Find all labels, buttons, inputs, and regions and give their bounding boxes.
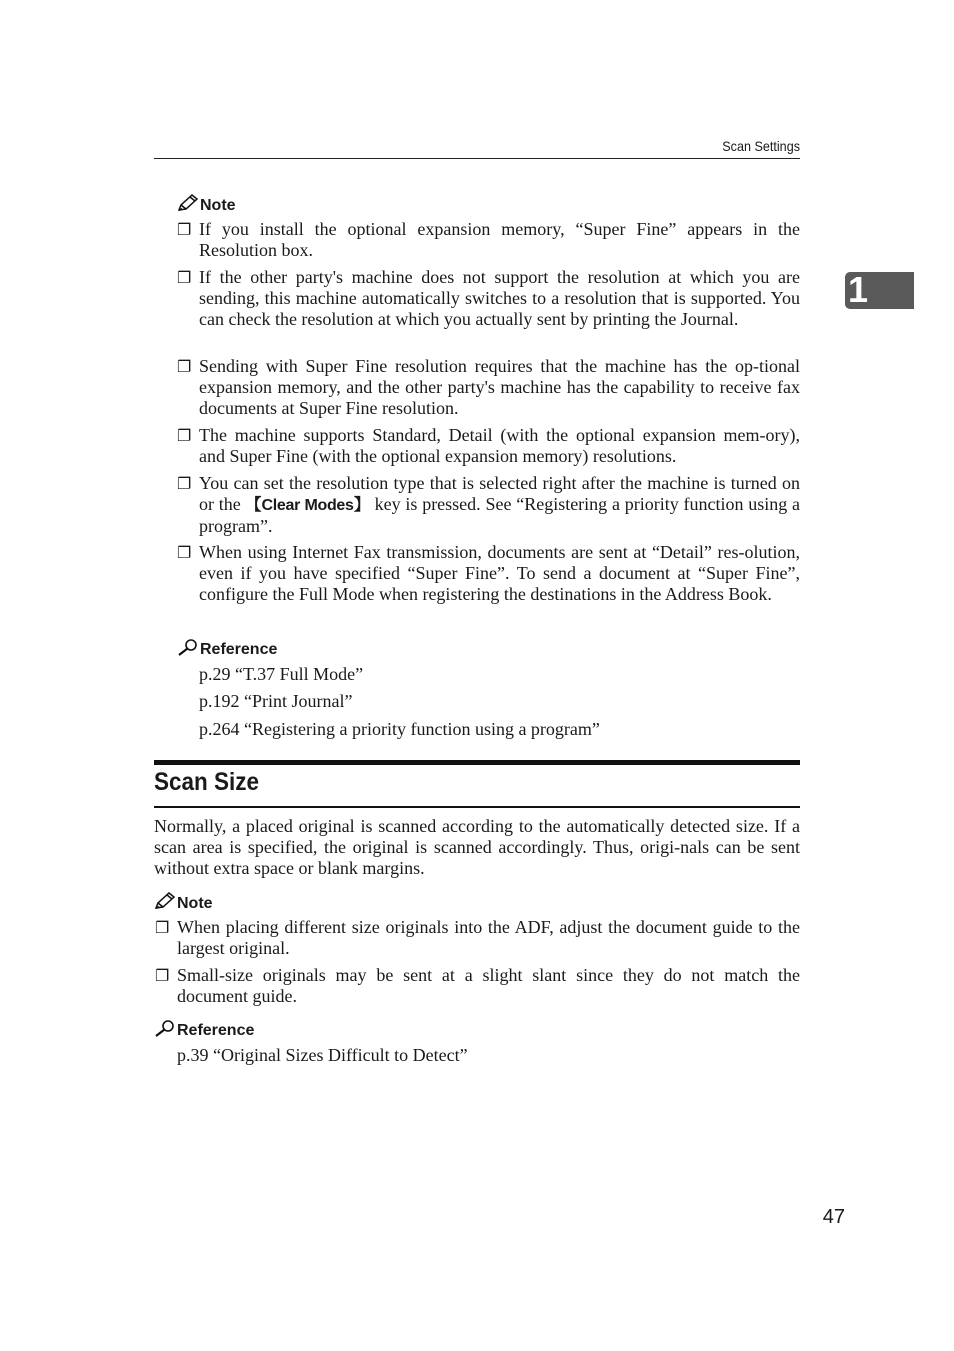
note-heading: Note (177, 194, 236, 215)
reference-heading: Reference (177, 638, 277, 659)
checkbox-square-icon: ❐ (177, 426, 192, 445)
reference-heading: Reference (154, 1019, 254, 1040)
checkbox-square-icon: ❐ (155, 918, 170, 937)
page-number: 47 (822, 1206, 845, 1228)
header-rule (154, 158, 800, 159)
note-item: ❐ If you install the optional expansion memory, “Super Fine” appears in the Resolution box. (177, 219, 800, 260)
checkbox-square-icon: ❐ (155, 966, 170, 985)
section-body: Normally, a placed original is scanned according to the automatically detected size. If a scan area is specified, the original is scanned accordingly. Thus, origi-nals can be sent without extra space or blank margins. (154, 816, 800, 878)
note-item: ❐ When placing different size originals into the ADF, adjust the document guide to the largest original. (155, 917, 800, 958)
chapter-tab (845, 269, 914, 310)
reference-link[interactable]: p.192 “Print Journal” (199, 691, 353, 711)
running-header: Scan Settings (722, 138, 800, 154)
note-item: ❐ You can set the resolution type that is selected right after the machine is turned on or the 【Clear Modes】 key is pressed. See “Registering a priority function using a program”. (177, 473, 801, 536)
note-item: ❐ Sending with Super Fine resolution requires that the machine has the op-tional expansion memory, and the other party's machine has the capability to receive fax documents at Super Fine resolution. (177, 356, 800, 418)
note-heading: Note (154, 892, 213, 913)
magnifier-icon (177, 638, 199, 656)
note-item: ❐ If the other party's machine does not support the resolution at which you are sending, this machine automatically switches to a resolution that is supported. You can check the resolution at which you actually sent by printing the Journal. (177, 267, 800, 329)
reference-link[interactable]: p.29 “T.37 Full Mode” (199, 664, 364, 684)
section-rule-top (154, 760, 800, 765)
checkbox-square-icon: ❐ (177, 543, 192, 562)
checkbox-square-icon: ❐ (177, 268, 192, 287)
checkbox-square-icon: ❐ (177, 357, 192, 376)
note-item: ❐ When using Internet Fax transmission, documents are sent at “Detail” res-olution, even if you have specified “Super Fine”. To send a document at “Super Fine”, configure the Full Mode when registering the destinations in the Address Book. (177, 542, 800, 604)
note-item: ❐ Small-size originals may be sent at a slight slant since they do not match the document guide. (155, 965, 800, 1006)
magnifier-icon (154, 1019, 176, 1037)
note-item: ❐ The machine supports Standard, Detail (with the optional expansion mem-ory), and Super Fine (with the optional expansion memory) resolutions. (177, 425, 800, 466)
checkbox-square-icon: ❐ (177, 474, 192, 493)
section-title: Scan Size (154, 768, 260, 796)
reference-link[interactable]: p.264 “Registering a priority function using a program” (199, 719, 600, 739)
section-rule-bottom (154, 806, 800, 808)
chapter-number: 1 (848, 269, 869, 310)
pencil-icon (154, 892, 176, 910)
checkbox-square-icon: ❐ (177, 220, 192, 239)
reference-link[interactable]: p.39 “Original Sizes Difficult to Detect” (177, 1045, 468, 1065)
clear-modes-key: 【Clear Modes】 (245, 497, 370, 514)
pencil-icon (177, 194, 199, 212)
